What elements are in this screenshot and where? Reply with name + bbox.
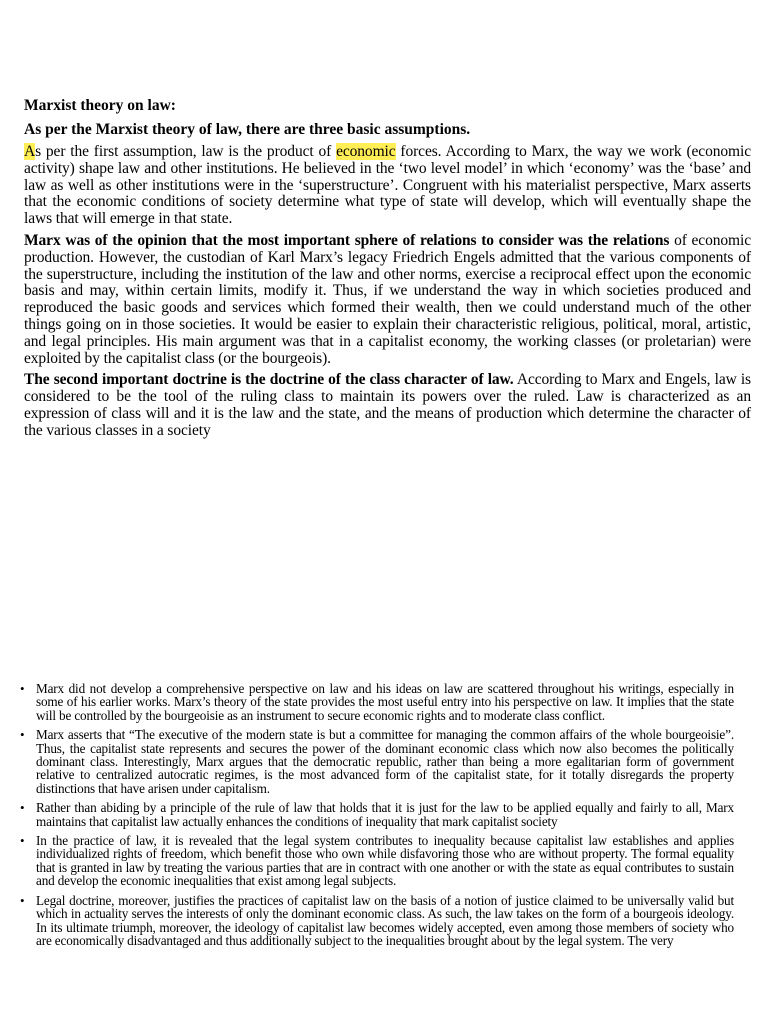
paragraph-bold-lead: Marx was of the opinion that the most important sphere of relations to consider was the relations <box>24 231 670 249</box>
bullet-icon: • <box>20 833 25 849</box>
paragraph-text: of economic production. However, the custodian of Karl Marx’s legacy Friedrich Engels admitted that the various components of the superstructure, including the institution of the law and other norms, exercise a reciprocal effect upon the economic basis and may, within certain limits, modify it. Thus, if we understand the way in which societies produced and reproduced the basic goods and services which formed their wealth, then we could understand much of the other things going on in those societies. It would be easier to explain their characteristic religious, political, moral, artistic, and legal principles. His main argument was that in a capitalist economy, the working classes (or proletarian) were exploited by the capitalist class (or the bourgeois). <box>24 231 751 367</box>
list-item-text: In the practice of law, it is revealed that the legal system contributes to inequality because capitalist law establishes and applies individualized rights of freedom, which benefit those who own while disfavoring those who are without property. The formal equality that is granted in law by treating the various parties that are in contract with one another or with the state as equal contributes to sustain and develop the economic inequalities that exist among legal subjects. <box>36 833 734 889</box>
paragraph-text: According to Marx and Engels, law is considered to be the tool of the ruling class to maintain its powers over the ruled. Law is characterized as an expression of class will and it is the law and the state, and the means of production which determine the character of the various classes in a society <box>24 371 751 439</box>
list-item <box>18 728 734 795</box>
document-title: Marxist theory on law: <box>24 97 176 114</box>
list-item-text: Rather than abiding by a principle of the rule of law that holds that it is just for the law to be applied equally and fairly to all, Marx maintains that capitalist law actually enhances the conditions of inequality that mark capitalist society <box>36 800 734 829</box>
paragraph-text: forces. According to Marx, the way we work (economic activity) shape law and other institutions. He believed in the ‘two level model’ in which ‘economy’ was the ‘base’ and law as well as other institutions were in the ‘superstructure’. Congruent with his materialist perspective, Marx asserts that the economic conditions of society determine what type of state will develop, which will eventually shape the laws that will emerge in that state. <box>24 143 751 228</box>
paragraph-class-character <box>24 372 751 439</box>
top-section <box>24 96 751 445</box>
paragraph-economic-relations <box>24 233 751 367</box>
list-item <box>18 894 734 948</box>
bullet-icon: • <box>20 727 25 743</box>
highlighted-letter: A <box>24 143 36 160</box>
paragraph-bold-lead: The second important doctrine is the doctrine of the class character of law. <box>24 371 514 389</box>
bullet-icon: • <box>20 892 25 908</box>
list-item-text: Marx did not develop a comprehensive perspective on law and his ideas on law are scattered throughout his writings, especially in some of his earlier works. Marx’s theory of the state provides the most useful entry into his perspective on law. It implies that the state will be controlled by the bourgeoisie as an instrument to secure economic rights and to moderate class conflict. <box>36 681 734 723</box>
paragraph-text: s per the first assumption, law is the product of <box>35 143 337 160</box>
bullet-icon: • <box>20 800 25 816</box>
highlighted-word-economic: economic <box>336 143 396 160</box>
document-subtitle: As per the Marxist theory of law, there are three basic assumptions. <box>24 121 471 138</box>
bullet-list <box>18 682 734 953</box>
bullet-icon: • <box>20 681 25 696</box>
list-item <box>18 834 734 888</box>
list-item <box>18 801 734 828</box>
paragraph-first-assumption <box>24 144 751 228</box>
list-item-text: Legal doctrine, moreover, justifies the practices of capitalist law on the basis of a notion of justice claimed to be universally valid but which in actuality serves the interests of only the dominant economic class. As such, the law takes on the form of a bourgeois ideology. In its ultimate triumph, moreover, the ideology of capitalist law becomes widely accepted, even among those members of society who are economically disadvantaged and thus additionally subject to the inequalities brought about by the legal system. The very <box>36 892 734 948</box>
list-item-text: Marx asserts that “The executive of the modern state is but a committee for managing the common affairs of the whole bourgeoisie”. Thus, the capitalist state represents and secures the power of the dominant economic class which now also becomes the politically dominant class. Interestingly, Marx argues that the democratic republic, rather than being a more egalitarian form of government relative to centralized autocratic regimes, is the most advanced form of the capitalist state, for it totally disregards the property distinctions that have arisen under capitalism. <box>36 727 734 796</box>
list-item <box>18 682 734 722</box>
